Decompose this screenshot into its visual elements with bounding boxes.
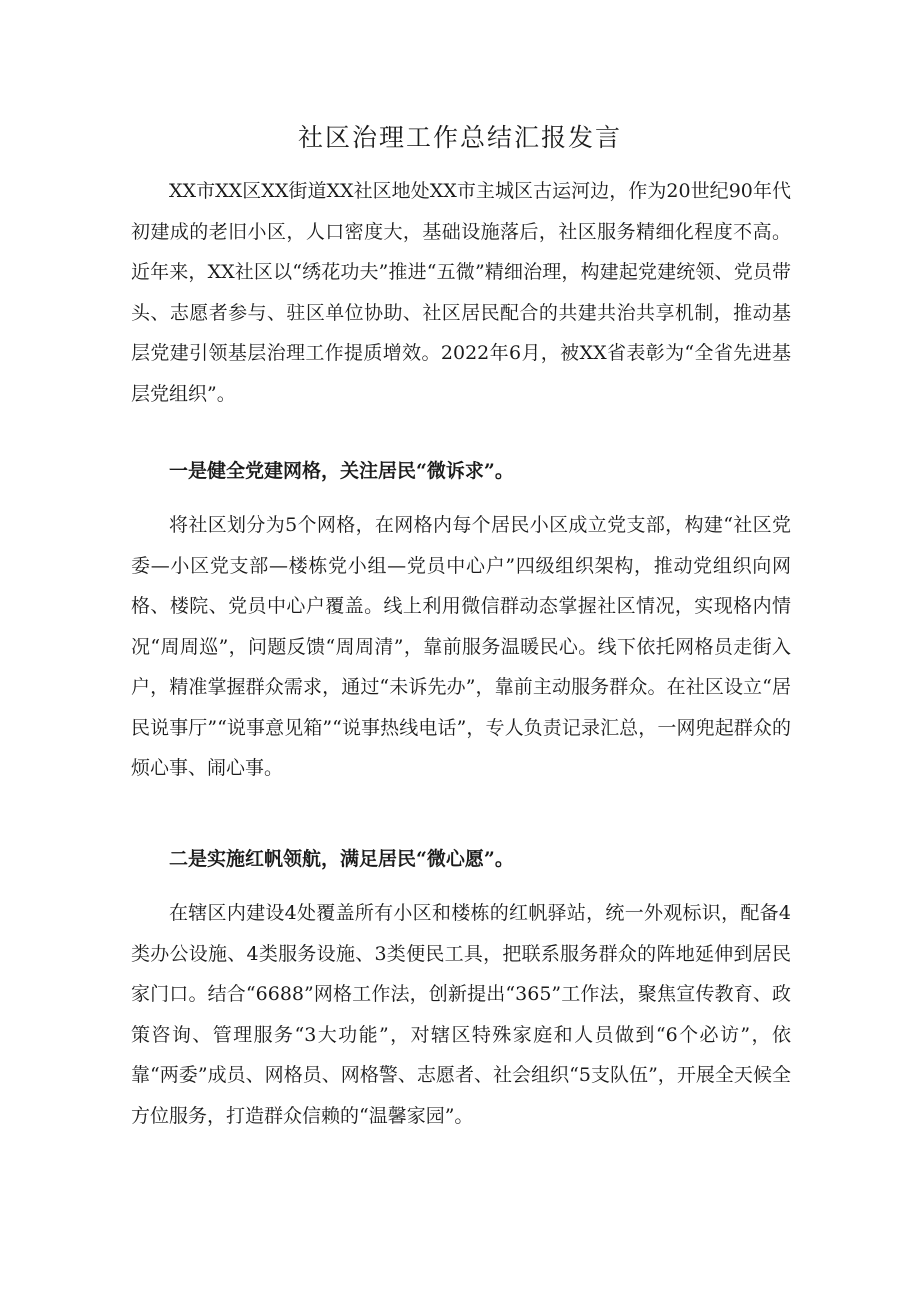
section-2-heading: 二是实施红帆领航，满足居民“微心愿”。	[169, 848, 514, 870]
intro-paragraph: XX市XX区XX街道XX社区地处XX市主城区古运河边，作为20世纪90年代初建成的老旧小区，人口密度大，基础设施落后，社区服务精细化程度不高。近年来，XX社区以“绣花功夫”推进“五微”精细治理，构建起党建统领、党员带头、志愿者参与、驻区单位协助、社区居民配合的共建共治共享机制，推动基层党建引领基层治理工作提质增效。2022年6月，被XX省表彰为“全省先进基层党组织”。	[131, 180, 791, 405]
document-title: 社区治理工作总结汇报发言	[297, 123, 622, 152]
section-1-heading: 一是健全党建网格，关注居民“微诉求”。	[169, 460, 514, 482]
section-1-paragraph: 将社区划分为5个网格，在网格内每个居民小区成立党支部，构建“社区党委—小区党支部—楼栋党小组—党员中心户”四级组织架构，推动党组织向网格、楼院、党员中心户覆盖。线上利用微信群动态掌握社区情况，实现格内情况“周周巡”，问题反馈“周周清”，靠前服务温暖民心。线下依托网格员走街入户，精准掌握群众需求，通过“未诉先办”，靠前主动服务群众。在社区设立“居民说事厅”“说事意见箱”“说事热线电话”，专人负责记录汇总，一网兜起群众的烦心事、闹心事。	[131, 514, 791, 779]
section-2-paragraph: 在辖区内建设4处覆盖所有小区和楼栋的红帆驿站，统一外观标识，配备4类办公设施、4类服务设施、3类便民工具，把联系服务群众的阵地延伸到居民家门口。结合“6688”网格工作法，创新提出“365”工作法，聚焦宣传教育、政策咨询、管理服务“3大功能”，对辖区特殊家庭和人员做到“6个必访”，依靠“两委”成员、网格员、网格警、志愿者、社会组织“5支队伍”，开展全天候全方位服务，打造群众信赖的“温馨家园”。	[131, 902, 791, 1127]
